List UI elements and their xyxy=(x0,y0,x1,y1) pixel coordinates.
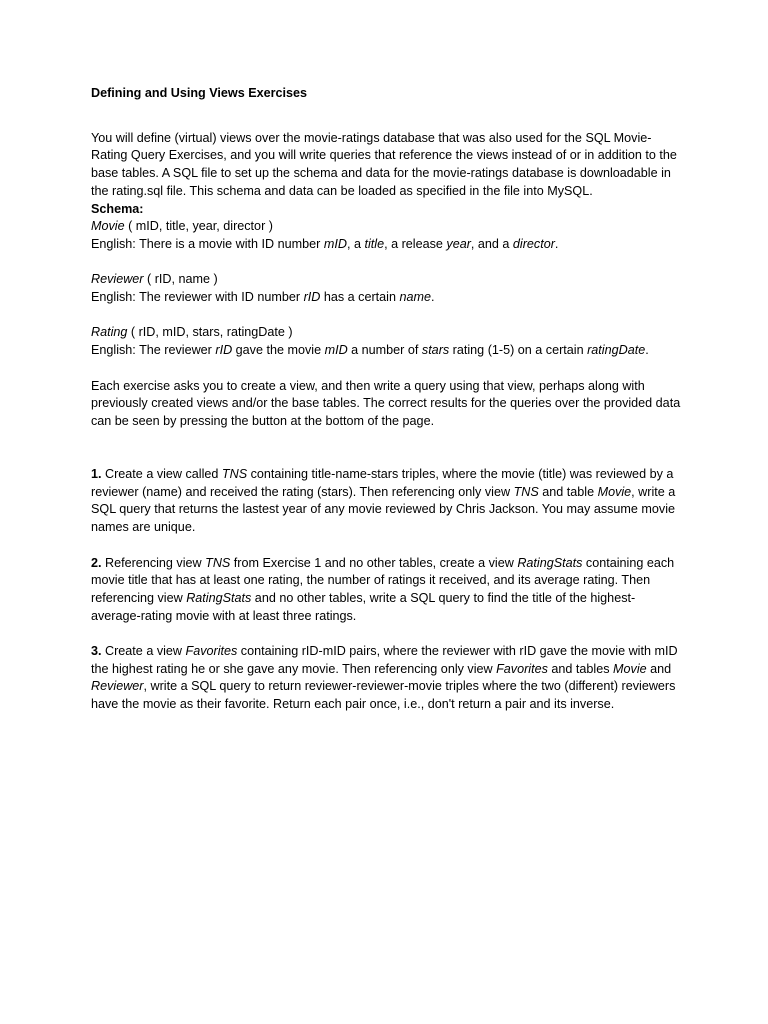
text-run: from Exercise 1 and no other tables, create a view xyxy=(230,555,518,570)
text-run: and xyxy=(646,661,672,676)
text-run: , a release xyxy=(384,236,447,251)
text-run: , write a SQL query that returns the lastest year of any movie reviewed by Chris Jackson. You may assume movie names are unique. xyxy=(91,484,676,535)
text-run: Create a view called xyxy=(101,467,222,481)
reviewer-attributes: ( rID, name ) xyxy=(143,272,218,287)
intro-paragraph: You will define (virtual) views over the movie-ratings database that was also used for the SQL Movie-Rating Query Exercises, and you will write queries that reference the views instead of or in addition to the base tables. A SQL file to set up the schema and data for the movie-ratings database is downloadable in the rating.sql file. This schema and data can be loaded as specified in the file into MySQL. xyxy=(91,130,677,198)
italic-term: Reviewer xyxy=(91,679,144,694)
italic-term: director xyxy=(512,236,555,251)
italic-term: mID xyxy=(323,236,347,251)
text-run: English: The reviewer xyxy=(91,343,216,358)
rating-english xyxy=(91,342,681,360)
italic-term: title xyxy=(364,236,385,251)
text-run: , and a xyxy=(470,236,513,251)
text-run: English: There is a movie with ID number xyxy=(91,236,324,251)
exercise-number: 1. xyxy=(91,467,102,481)
text-run: . xyxy=(554,236,559,251)
text-run: a number of xyxy=(347,343,422,358)
italic-term: year xyxy=(446,236,471,251)
text-run: containing title-name-stars triples, where the movie (title) was reviewed by a reviewer (name) and received the rating (stars). Then referencing only view xyxy=(91,467,674,499)
italic-term: stars xyxy=(421,343,450,358)
exercise-2 xyxy=(91,555,681,626)
text-run: containing rID-mID pairs, where the reviewer with rID gave the movie with mID the highest rating he or she gave any movie. Then referencing only view xyxy=(91,644,678,676)
text-run: containing each movie title that has at least one rating, the number of ratings it received, and its average rating. Then referencing view xyxy=(91,555,675,605)
italic-term: Movie xyxy=(597,484,632,499)
reviewer-english xyxy=(91,289,681,307)
text-run: and table xyxy=(538,484,598,499)
italic-term: rID xyxy=(303,290,321,305)
italic-term: RatingStats xyxy=(186,590,252,605)
movie-schema xyxy=(91,218,681,236)
reviewer-relation-name: Reviewer xyxy=(91,272,144,287)
italic-term: name xyxy=(399,290,431,305)
text-run: . xyxy=(430,290,435,305)
document-title: Defining and Using Views Exercises xyxy=(91,86,308,100)
text-run: and tables xyxy=(547,661,614,676)
text-run: Referencing view xyxy=(101,555,206,570)
exercise-text xyxy=(91,556,674,623)
exercise-1 xyxy=(91,466,681,537)
exercise-number: 3. xyxy=(91,644,102,658)
italic-term: TNS xyxy=(513,484,539,499)
reviewer-schema xyxy=(91,271,681,289)
movie-attributes: ( mID, title, year, director ) xyxy=(124,219,273,234)
text-run: , a xyxy=(346,236,365,251)
italic-term: TNS xyxy=(205,555,231,570)
text-run: gave the movie xyxy=(232,343,325,358)
rating-attributes: ( rID, mID, stars, ratingDate ) xyxy=(127,325,293,340)
italic-term: RatingStats xyxy=(517,555,583,570)
text-run: rating (1-5) on a certain xyxy=(449,343,588,358)
italic-term: Favorites xyxy=(185,644,238,658)
text-run: , write a SQL query to return reviewer-reviewer-movie triples where the two (different) reviewers have the movie as their favorite. Return each pair once, i.e., don't return a pair and its inverse. xyxy=(91,679,676,712)
movie-relation-name: Movie xyxy=(91,219,125,234)
rating-relation-name: Rating xyxy=(91,325,128,340)
italic-term: mID xyxy=(324,343,348,358)
italic-term: TNS xyxy=(221,467,248,481)
text-run: has a certain xyxy=(320,290,400,305)
text-run: English: The reviewer with ID number xyxy=(91,290,304,305)
instructions-paragraph: Each exercise asks you to create a view, and then write a query using that view, perhaps along with previously created views and/or the base tables. The correct results for the queries over the provided data can be seen by pressing the button at the bottom of the page. xyxy=(91,378,681,428)
document-page xyxy=(91,85,681,714)
exercise-number: 2. xyxy=(91,555,102,570)
text-run: Create a view xyxy=(101,644,186,658)
italic-term: ratingDate xyxy=(587,343,646,358)
italic-term: Favorites xyxy=(496,661,548,676)
schema-label: Schema: xyxy=(91,201,144,216)
rating-schema xyxy=(91,324,681,342)
exercise-3 xyxy=(91,643,681,714)
italic-term: rID xyxy=(215,343,233,358)
exercise-text xyxy=(91,467,675,534)
text-run: and no other tables, write a SQL query to find the title of the highest-average-rating movie with at least three ratings. xyxy=(91,590,636,623)
exercise-text xyxy=(91,644,678,711)
text-run: . xyxy=(645,343,649,358)
movie-english xyxy=(91,236,681,254)
italic-term: Movie xyxy=(613,661,647,676)
